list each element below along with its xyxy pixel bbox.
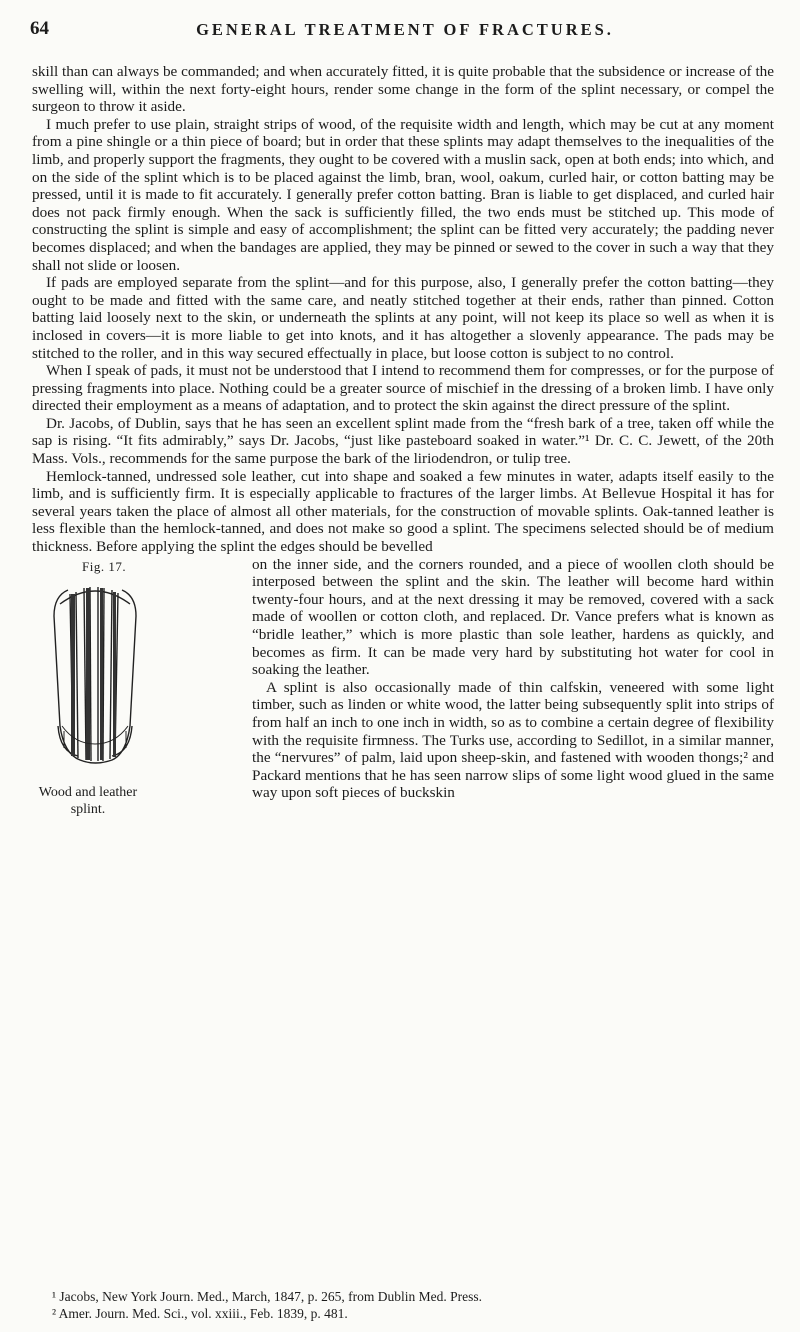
footnotes [52, 1288, 772, 1322]
figure-caption: Wood and leather splint. [38, 784, 138, 817]
page-header [30, 18, 780, 44]
paragraph: Hemlock-tanned, undressed sole leather, cut into shape and soaked a few minutes in water, adapts itself easily to the limb, and is sufficiently firm. It is especially applicable to fractures of the larger limbs. At Bellevue Hospital it has for several years taken the place of almost all other materials, for the construction of movable splints. Oak-tanned leather is less flexible than the hemlock-tanned, and does not make so good a splint. The specimens selected should be of medium thickness. Before applying the splint the edges should be bevelled [32, 467, 774, 556]
body-text [32, 63, 774, 968]
footnote: ¹ Jacobs, New York Journ. Med., March, 1847, p. 265, from Dublin Med. Press. [52, 1289, 483, 1304]
running-head: GENERAL TREATMENT OF FRACTURES. [196, 20, 614, 39]
paragraph: on the inner side, and the corners rounded, and a piece of woollen cloth should be interposed between the splint and the skin. The leather will become hard within twenty-four hours, and at the next dressing it may be removed, covered with a sack made of woollen or cotton cloth, and replaced. Dr. Vance prefers what is known as “bridle leather,” which is more plastic than sole leather, hardens as quickly, and becomes as firm. It can be made very hard by substituting hot water for cool in soaking the leather. [252, 555, 774, 679]
paragraph: Dr. Jacobs, of Dublin, says that he has seen an excellent splint made from the “fresh bark of a tree, taken off while the sap is rising. “It fits admirably,” says Dr. Jacobs, “just like pasteboard soaked in water.”¹ Dr. C. C. Jewett, of the 20th Mass. Vols., recommends for the same purpose the bark of the liriodendron, or tulip tree. [32, 414, 774, 468]
paragraph: skill than can always be commanded; and when accurately fitted, it is quite probable that the subsidence or increase of the swelling will, within the next forty-eight hours, render some change in the form of the splint necessary, or compel the surgeon to throw it aside. [32, 63, 774, 116]
figure-17 [28, 558, 244, 968]
paragraph: I much prefer to use plain, straight strips of wood, of the requisite width and length, which may be cut at any moment from a pine shingle or a thin piece of board; but in order that these splints may adapt themselves to the inequalities of the limb, and properly support the fragments, they ought to be covered with a muslin sack, open at both ends; into which, and on the side of the splint which is to be placed against the limb, bran, wool, oakum, curled hair, or cotton batting may be pressed, until it is made to fit accurately. I generally prefer cotton batting. Bran is liable to get displaced, and curled hair does not pack firmly enough. When the sack is sufficiently filled, the two ends must be stitched up. This mode of constructing the splint is simple and easy of accomplishment; the splint can be fitted very accurately; the padding never becomes displaced; and when the bandages are applied, they may be pinned or sewed to the cover in such a way that they shall not slide or loosen. [32, 115, 774, 274]
wood-leather-splint-illustration [40, 576, 150, 781]
figure-label: Fig. 17. [82, 558, 127, 574]
paragraph: If pads are employed separate from the splint—and for this purpose, also, I generally prefer the cotton batting—they ought to be made and fitted with the same care, and neatly stitched together at their ends, rather than pinned. Cotton batting laid loosely next to the skin, or underneath the splints at any point, will not keep its place so well as when it is inclosed in covers—it is more liable to get into knots, and it has altogether a slovenly appearance. The pads may be stitched to the roller, and in this way secured effectually in place, but loose cotton is subject to no control. [32, 274, 774, 362]
paragraph: A splint is also occasionally made of thin calfskin, veneered with some light timber, such as linden or white wood, the latter being subsequently split into strips of from half an inch to one inch in width, so as to combine a certain degree of flexibility with the requisite firmness. The Turks use, according to Sedillot, in a similar manner, the “nervures” of palm, laid upon sheep-skin, and fastened with wooden thongs;² and Packard mentions that he has seen narrow slips of some light wood glued in the same way upon soft pieces of buckskin [252, 678, 774, 802]
footnote: ² Amer. Journ. Med. Sci., vol. xxiii., Feb. 1839, p. 481. [52, 1306, 348, 1321]
paragraph: When I speak of pads, it must not be understood that I intend to recommend them for compresses, or for the purpose of pressing fragments into place. Nothing could be a greater source of mischief in the dressing of a broken limb. I have only directed their employment as a means of adaptation, and to protect the skin against the direct pressure of the splint. [32, 362, 774, 415]
page-number: 64 [30, 18, 49, 39]
